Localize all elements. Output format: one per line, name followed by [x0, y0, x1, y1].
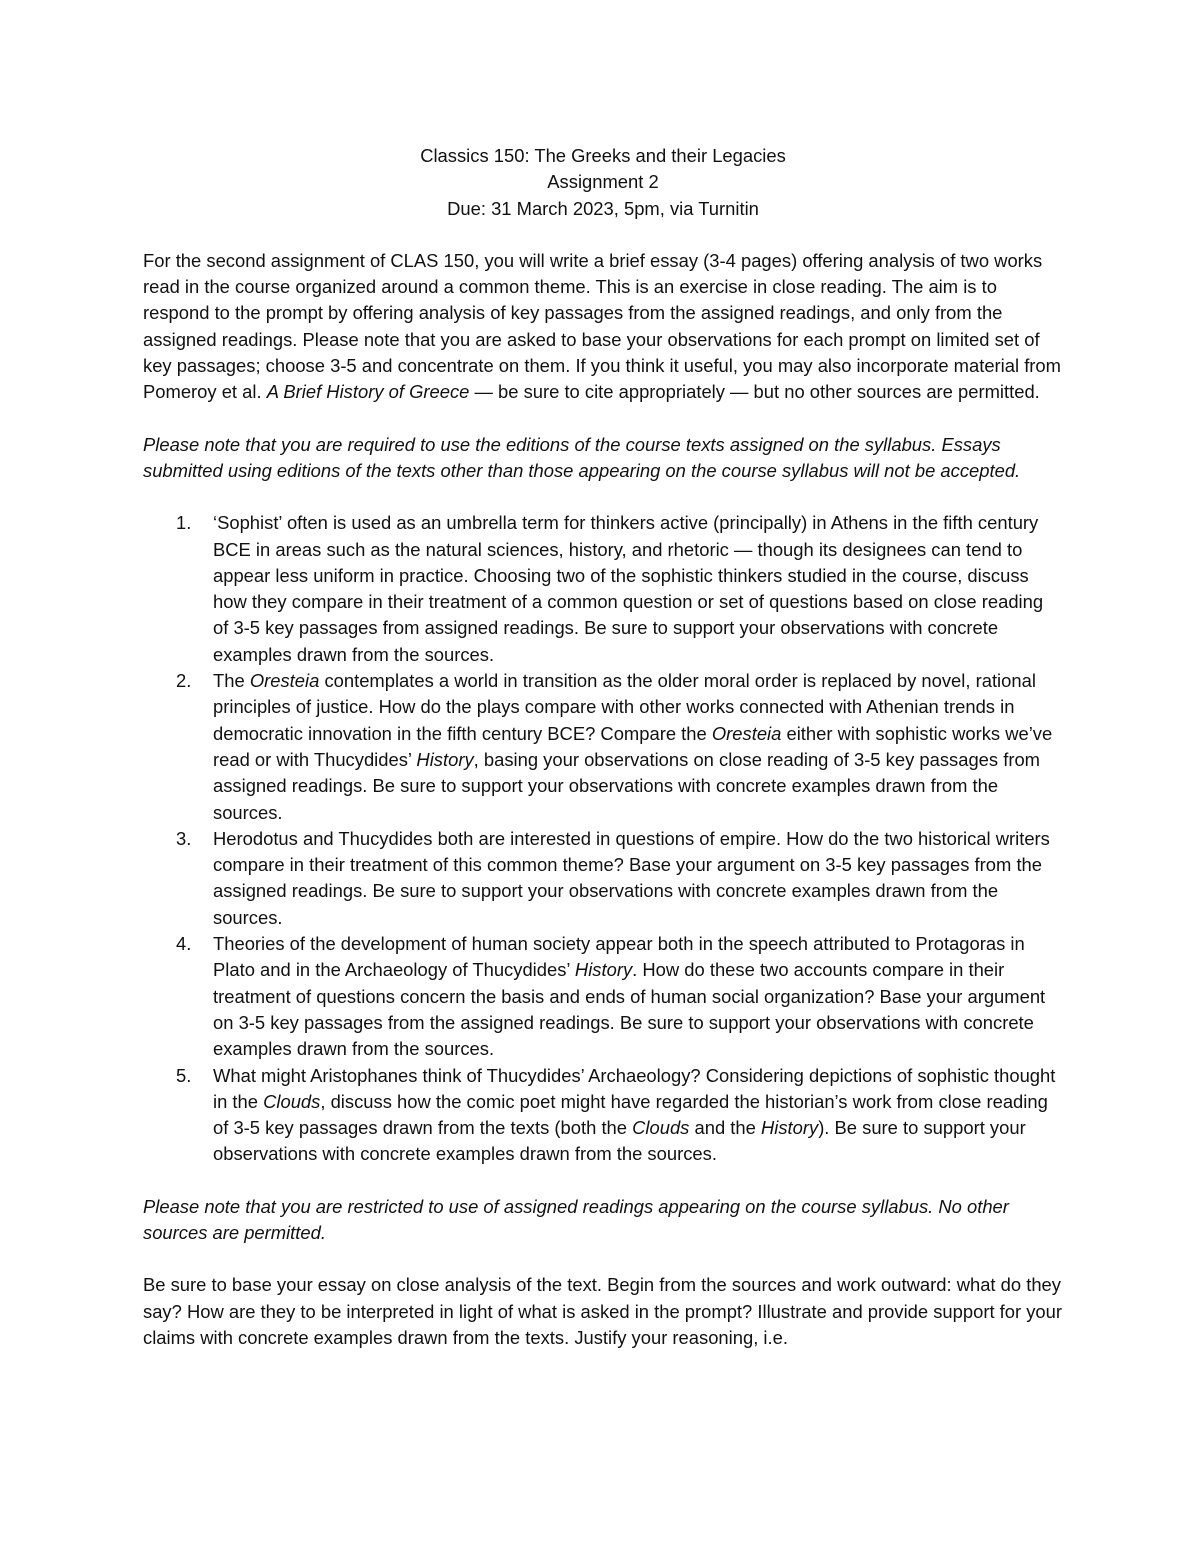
document-heading — [143, 143, 1063, 222]
editions-note — [143, 432, 1063, 485]
prompt-text: Herodotus and Thucydides both are interested in questions of empire. How do the two historical writers compare in their treatment of this common theme? Base your argument on 3-5 key passages from the assigned readings. Be sure to support your observations with concrete examples drawn from the sources. — [213, 827, 1050, 928]
prompt-work-title: Oresteia — [711, 722, 782, 744]
assignment-title: Assignment 2 — [547, 171, 659, 193]
intro-book-title: A Brief History of Greece — [266, 381, 470, 403]
prompt-text: The — [213, 670, 250, 692]
prompt-number: 1. — [176, 512, 192, 534]
prompt-work-title: History — [416, 748, 474, 770]
prompt-work-title: Clouds — [632, 1117, 690, 1139]
prompt-work-title: Clouds — [263, 1090, 321, 1112]
prompt-text: What might Aristophanes think of Thucydides’ Archaeology? Considering depictions of sophistic thought in the — [213, 1064, 1056, 1112]
editions-note-text: Please note that you are required to use the editions of the course texts assigned on the syllabus. Essays submitted using editions of the texts other than those appearing on the course syllabus will not be accepted. — [143, 433, 1021, 481]
prompt-number: 4. — [176, 933, 192, 955]
prompt-text: ‘Sophist’ often is used as an umbrella term for thinkers active (principally) in Athens in the fifth century BCE in areas such as the natural sciences, history, and rhetoric — though its designees can tend to appear less uniform in practice. Choosing two of the sophistic thinkers studied in the course, discuss how they compare in their treatment of a common question or set of questions based on close reading of 3-5 key passages from assigned readings. Be sure to support your observations with concrete examples drawn from the sources. — [213, 512, 1044, 665]
restriction-note-text: Please note that you are restricted to use of assigned readings appearing on the course syllabus. No other sources are permitted. — [143, 1195, 1009, 1243]
prompt-item-1 — [143, 510, 1063, 668]
closing-paragraph: Be sure to base your essay on close analysis of the text. Begin from the sources and work outward: what do they say? How are they to be interpreted in light of what is asked in the prompt? Illustrate and provide support for your claims with concrete examples drawn from the texts. Justify your reasoning, i.e. — [143, 1274, 1063, 1348]
intro-text-2: — be sure to cite appropriately — but no other sources are permitted. — [469, 381, 1040, 403]
prompt-text: either with sophistic works we’ve read or with Thucydides’ — [213, 722, 1053, 770]
intro-paragraph — [143, 248, 1063, 406]
document-page — [143, 143, 1063, 1351]
intro-text-1: For the second assignment of CLAS 150, you will write a brief essay (3-4 pages) offering analysis of two works read in the course organized around a common theme. This is an exercise in close reading. The aim is to respond to the prompt by offering analysis of key passages from the assigned readings, and only from the assigned readings. Please note that you are asked to base your observations for each prompt on limited set of key passages; choose 3-5 and concentrate on them. If you think it useful, you may also incorporate material from Pomeroy et al. — [143, 249, 1061, 403]
prompt-list — [143, 510, 1063, 1167]
prompt-text: . How do these two accounts compare in their treatment of questions concern the basis and ends of human social organization? Base your argument on 3-5 key passages from the assigned readings. Be sure to support your observations with concrete examples drawn from the sources. — [213, 959, 1046, 1060]
prompt-work-title: Oresteia — [249, 670, 320, 692]
prompt-work-title: History — [574, 959, 633, 981]
prompt-item-2 — [143, 668, 1063, 826]
prompt-number: 2. — [176, 670, 192, 692]
prompt-text: and the — [689, 1117, 761, 1139]
prompt-text: , discuss how the comic poet might have regarded the historian’s work from close reading of 3-5 key passages drawn from the texts (both the — [213, 1090, 1048, 1139]
prompt-text: ). Be sure to support your observations with concrete examples drawn from the sources. — [213, 1117, 1026, 1165]
due-date: Due: 31 March 2023, 5pm, via Turnitin — [447, 197, 759, 219]
prompt-number: 5. — [176, 1064, 192, 1086]
prompt-text: Theories of the development of human society appear both in the speech attributed to Protagoras in Plato and in the Archaeology of Thucydides’ — [213, 933, 1025, 981]
prompt-text: , basing your observations on close reading of 3-5 key passages from assigned readings. Be sure to support your observations with concrete examples drawn from the sources. — [213, 748, 1040, 823]
course-title: Classics 150: The Greeks and their Legacies — [420, 145, 786, 166]
prompt-number: 3. — [176, 827, 192, 849]
prompt-item-5 — [143, 1063, 1063, 1168]
restriction-note — [143, 1194, 1063, 1247]
prompt-item-3 — [143, 826, 1063, 931]
prompt-item-4 — [143, 931, 1063, 1062]
prompt-text: contemplates a world in transition as the older moral order is replaced by novel, rational principles of justice. How do the plays compare with other works connected with Athenian trends in democratic innovation in the fifth century BCE? Compare the — [213, 670, 1036, 744]
prompt-work-title: History — [760, 1117, 819, 1139]
